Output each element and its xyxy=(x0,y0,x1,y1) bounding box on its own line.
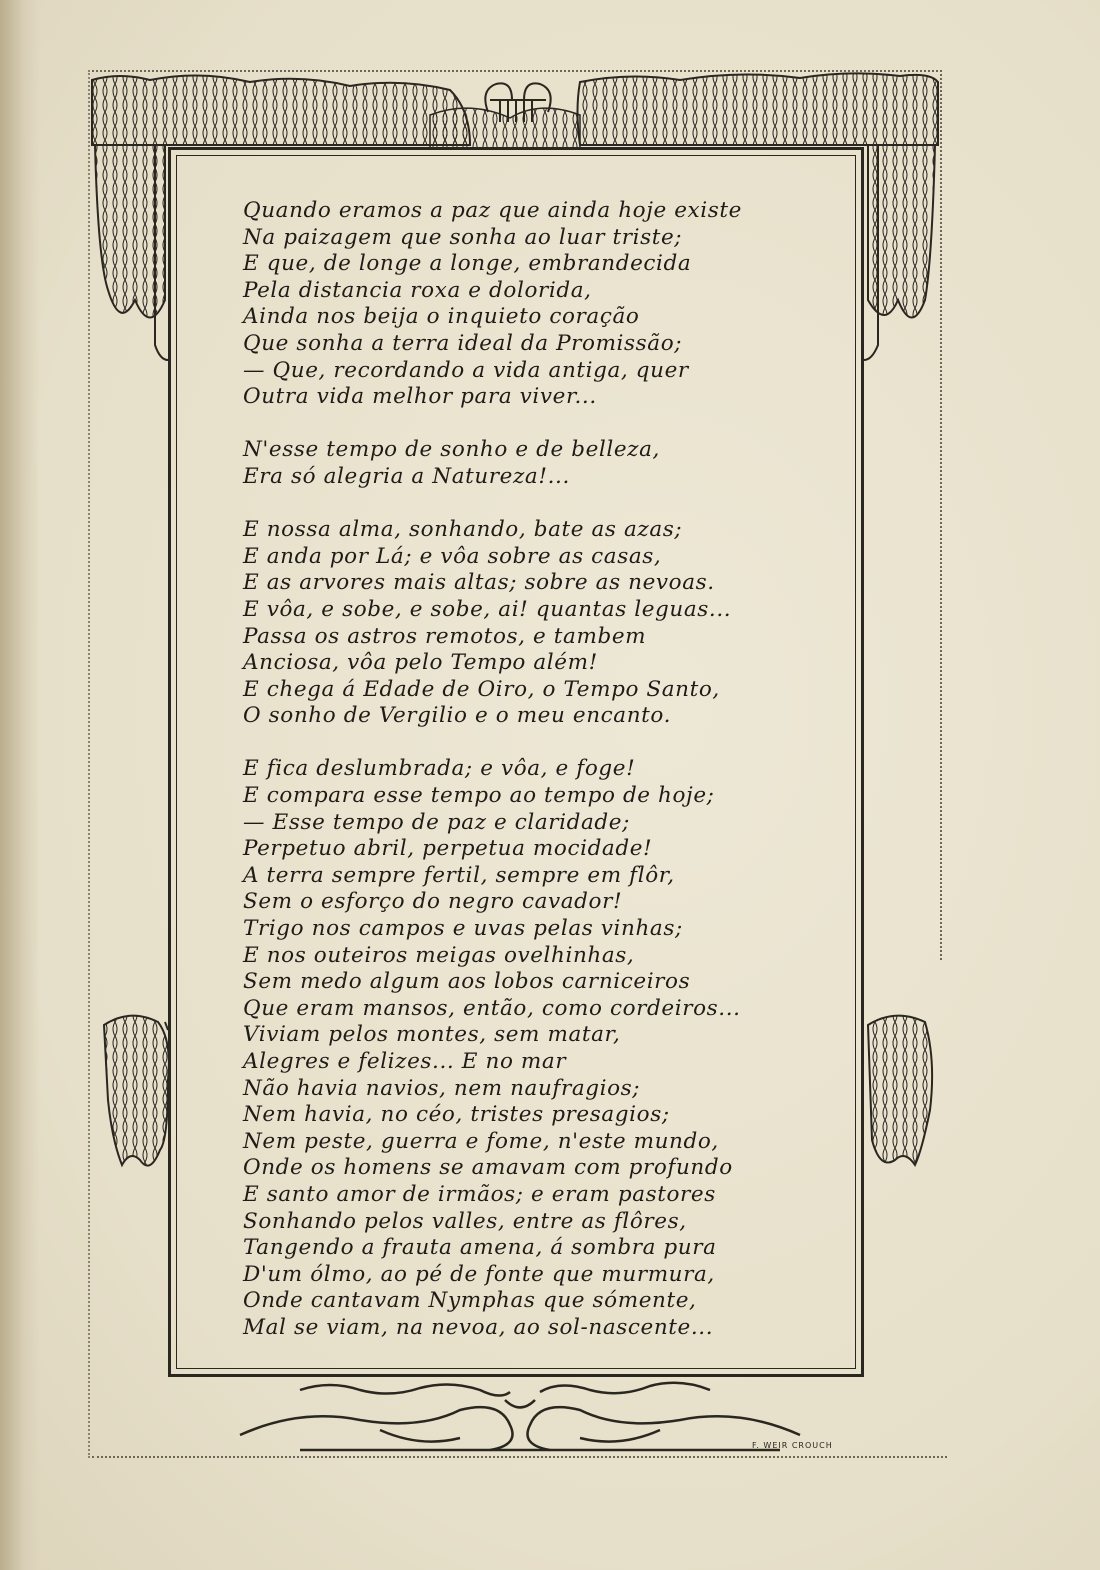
poem-line: Nem peste, guerra e fome, n'este mundo, xyxy=(243,1128,719,1154)
poem-line: O sonho de Vergilio e o meu encanto. xyxy=(243,703,672,729)
poem-line: E anda por Lá; e vôa sobre as casas, xyxy=(243,543,662,569)
poem-line: E as arvores mais altas; sobre as nevoas. xyxy=(243,570,715,596)
poem-line: E que, de longe a longe, embrandecida xyxy=(243,251,692,277)
poem-line: Tangendo a frauta amena, á sombra pura xyxy=(243,1235,717,1261)
poem-line: E nossa alma, sonhando, bate as azas; xyxy=(243,517,683,543)
poem-line: Nem havia, no céo, tristes presagios; xyxy=(243,1102,670,1128)
poem-line: Mal se viam, na nevoa, ao sol-nascente... xyxy=(243,1314,714,1340)
poem-line: Onde os homens se amavam com profundo xyxy=(243,1155,733,1181)
poem-line: Que eram mansos, então, como cordeiros... xyxy=(243,995,741,1021)
poem-line: Onde cantavam Nymphas que sómente, xyxy=(243,1288,697,1314)
poem-line: E fica deslumbrada; e vôa, e foge! xyxy=(243,756,636,782)
poem-line: Sonhando pelos valles, entre as flôres, xyxy=(243,1208,687,1234)
poem-text xyxy=(243,198,803,1368)
poem-line: Trigo nos campos e uvas pelas vinhas; xyxy=(243,916,683,942)
poem-line: Pela distancia roxa e dolorida, xyxy=(243,277,592,303)
poem-line: Não havia navios, nem naufragios; xyxy=(243,1075,641,1101)
poem-line: Quando eramos a paz que ainda hoje existe xyxy=(243,198,742,223)
lower-left-foliage xyxy=(104,1016,169,1166)
artist-signature: F. WEIR CROUCH xyxy=(752,1441,833,1450)
left-hanging-foliage xyxy=(95,145,168,360)
poem-line: Alegres e felizes... E no mar xyxy=(243,1049,567,1074)
poem-line: Sem medo algum aos lobos carniceiros xyxy=(243,969,691,995)
poem-stanza xyxy=(243,517,803,730)
poem-line: E santo amor de irmãos; e eram pastores xyxy=(243,1181,716,1207)
poem-stanza xyxy=(243,437,803,490)
bottom-ornament xyxy=(240,1383,800,1450)
poem-stanza xyxy=(243,756,803,1341)
poem-line: Ainda nos beija o inquieto coração xyxy=(243,304,640,330)
poem-line: N'esse tempo de sonho e de belleza, xyxy=(243,437,660,463)
poem-line: Que sonha a terra ideal da Promissão; xyxy=(243,330,683,356)
poem-line: Viviam pelos montes, sem matar, xyxy=(243,1022,621,1048)
poem-line: — Que, recordando a vida antiga, quer xyxy=(243,357,689,383)
poem-line: E vôa, e sobe, e sobe, ai! quantas leguas... xyxy=(243,596,732,622)
poem-line: Sem o esforço do negro cavador! xyxy=(243,889,623,915)
poem-line: Era só alegria a Natureza!... xyxy=(243,463,570,489)
poem-line: Outra vida melhor para viver... xyxy=(243,384,597,410)
poem-line: Anciosa, vôa pelo Tempo além! xyxy=(243,650,598,676)
right-hanging-foliage xyxy=(864,145,935,360)
poem-line: D'um ólmo, ao pé de fonte que murmura, xyxy=(243,1261,715,1287)
poem-line: A terra sempre fertil, sempre em flôr, xyxy=(243,862,675,888)
poem-line: Passa os astros remotos, e tambem xyxy=(243,623,647,649)
poem-stanza xyxy=(243,198,803,411)
poem-line: E compara esse tempo ao tempo de hoje; xyxy=(243,783,715,809)
lower-right-foliage xyxy=(868,1016,932,1165)
poem-line: Perpetuo abril, perpetua mocidade! xyxy=(243,836,653,862)
poem-line: E nos outeiros meigas ovelhinhas, xyxy=(243,942,635,968)
poem-line: Na paizagem que sonha ao luar triste; xyxy=(243,224,683,250)
poem-line: — Esse tempo de paz e claridade; xyxy=(243,809,630,835)
poem-line: E chega á Edade de Oiro, o Tempo Santo, xyxy=(243,676,720,702)
